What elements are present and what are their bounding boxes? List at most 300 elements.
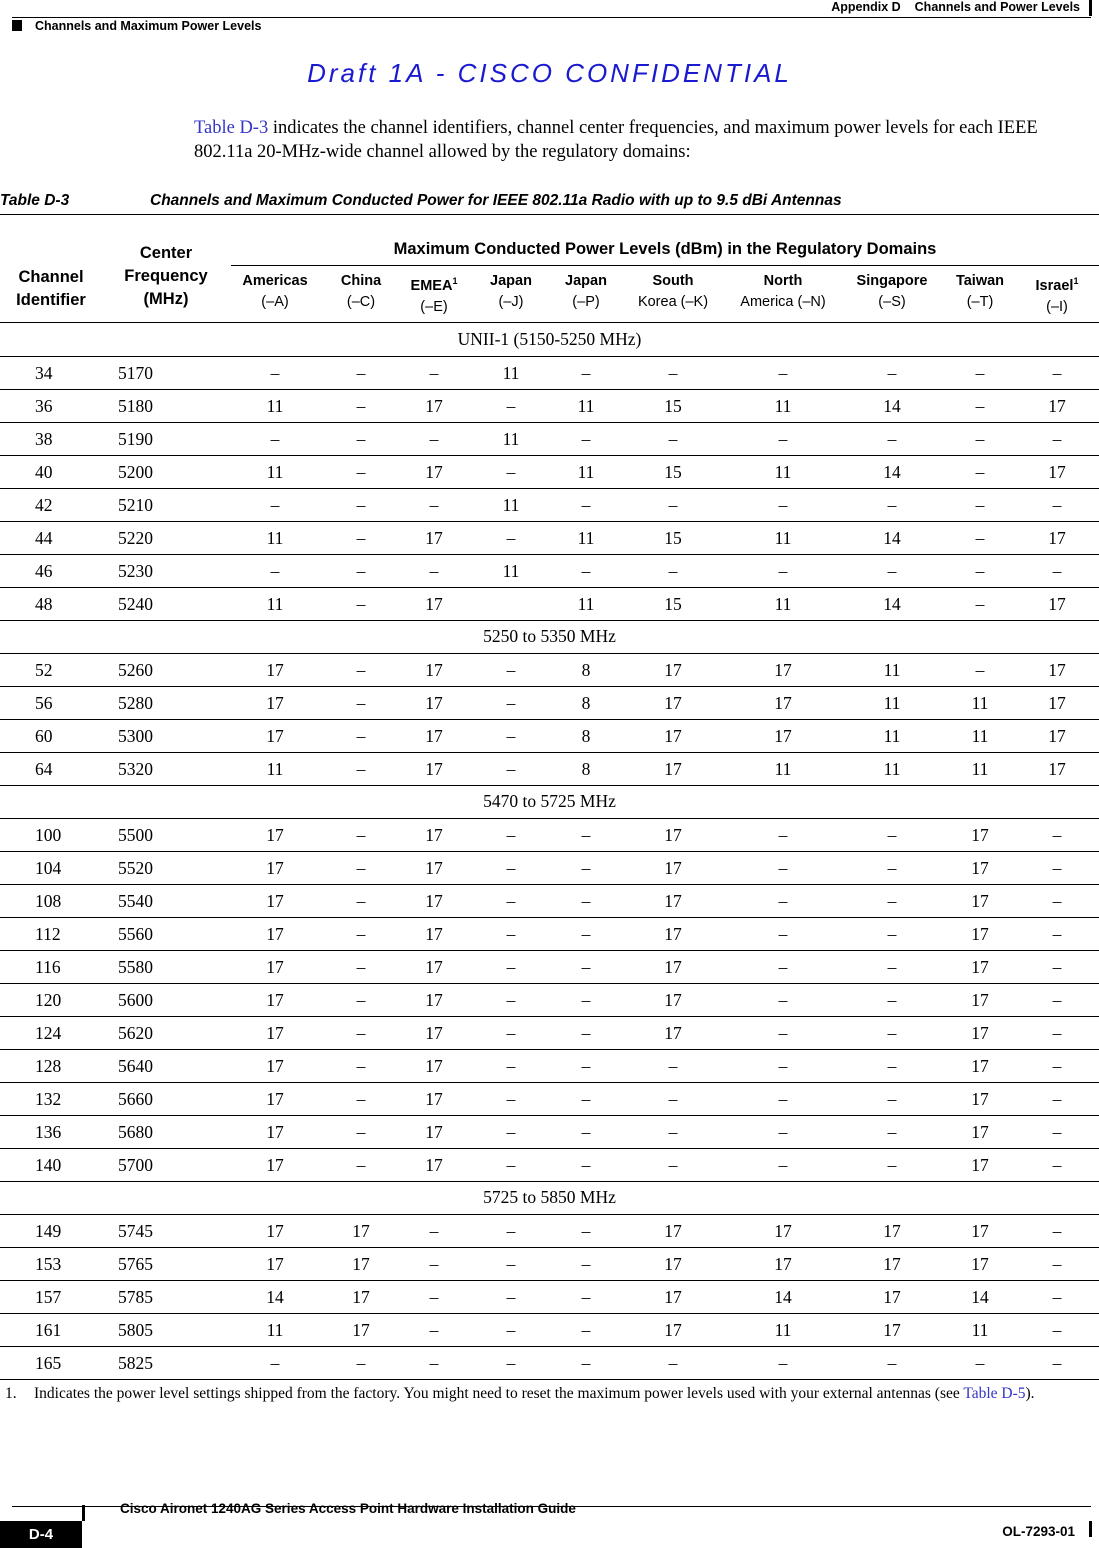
- cell-channel: 100: [35, 825, 62, 845]
- cell-power: 17: [425, 759, 443, 779]
- cell-channel: 124: [35, 1023, 62, 1043]
- cell-power: –: [581, 924, 591, 944]
- cell-power: 17: [266, 858, 284, 878]
- cell-power: –: [506, 1221, 516, 1241]
- col-header-domain-code: (–J): [498, 294, 524, 310]
- table-row: [0, 422, 1099, 456]
- cell-power: –: [429, 1254, 439, 1274]
- cell-frequency: 5680: [118, 1122, 153, 1142]
- footnote-table-link[interactable]: Table D-5: [963, 1385, 1026, 1402]
- cell-power: –: [356, 825, 366, 845]
- cell-power: 11: [266, 462, 284, 482]
- header-marker: [12, 20, 22, 31]
- table-row: [0, 389, 1099, 423]
- cell-power: –: [581, 1155, 591, 1175]
- cell-power: –: [581, 1254, 591, 1274]
- col-header-domain: [1020, 271, 1094, 318]
- cell-power: –: [581, 891, 591, 911]
- cell-power: 17: [664, 660, 682, 680]
- cell-power: –: [356, 462, 366, 482]
- cell-power: –: [1052, 1221, 1062, 1241]
- cell-frequency: 5640: [118, 1056, 153, 1076]
- cell-power: 17: [664, 1320, 682, 1340]
- cell-power: 17: [425, 891, 443, 911]
- cell-power: –: [429, 561, 439, 581]
- cell-frequency: 5190: [118, 429, 153, 449]
- cell-power: –: [581, 1023, 591, 1043]
- cell-frequency: 5170: [118, 363, 153, 383]
- cell-power: –: [581, 429, 591, 449]
- cell-power: –: [1052, 363, 1062, 383]
- footnote-end: ).: [1025, 1385, 1035, 1402]
- cell-power: 17: [425, 594, 443, 614]
- cell-power: 17: [352, 1221, 370, 1241]
- cell-power: –: [1052, 1320, 1062, 1340]
- cell-frequency: 5805: [118, 1320, 153, 1340]
- col-header-domain-line1: [399, 271, 469, 297]
- cell-power: –: [356, 726, 366, 746]
- table-row: [0, 1214, 1099, 1248]
- cell-frequency: 5785: [118, 1287, 153, 1307]
- col-header-channel: [0, 266, 102, 312]
- cell-power: 11: [266, 528, 284, 548]
- footnote-marker: 1: [1073, 276, 1079, 286]
- cell-frequency: 5200: [118, 462, 153, 482]
- table-top-rule: [0, 214, 1099, 215]
- cell-power: –: [1052, 858, 1062, 878]
- cell-power: 17: [971, 957, 989, 977]
- cell-power: 17: [971, 891, 989, 911]
- cell-frequency: 5620: [118, 1023, 153, 1043]
- col-header-domain: [230, 271, 320, 313]
- cell-power: –: [778, 363, 788, 383]
- cell-power: 17: [971, 1089, 989, 1109]
- cell-power: –: [778, 1155, 788, 1175]
- cell-power: 17: [266, 990, 284, 1010]
- cell-power: 17: [425, 396, 443, 416]
- cell-power: –: [581, 1122, 591, 1142]
- cell-power: –: [506, 528, 516, 548]
- cell-power: –: [1052, 495, 1062, 515]
- cell-power: –: [270, 561, 280, 581]
- cell-frequency: 5240: [118, 594, 153, 614]
- col-header-domain-code: Korea (–K): [637, 294, 709, 310]
- cell-power: 17: [664, 1254, 682, 1274]
- cell-power: 17: [266, 1155, 284, 1175]
- cell-power: 17: [425, 693, 443, 713]
- cell-power: 17: [774, 726, 792, 746]
- table-row: [0, 587, 1099, 621]
- col-header-center-l1: Center: [139, 244, 193, 262]
- cell-power: 11: [971, 726, 989, 746]
- cell-power: 17: [266, 693, 284, 713]
- cell-power: 11: [577, 594, 595, 614]
- cell-power: –: [429, 495, 439, 515]
- cell-power: –: [356, 924, 366, 944]
- cell-channel: 44: [35, 528, 53, 548]
- cell-power: 17: [425, 825, 443, 845]
- section-heading: 5250 to 5350 MHz: [0, 620, 1099, 654]
- cell-power: –: [778, 858, 788, 878]
- table-row: [0, 818, 1099, 852]
- footer-tick: [82, 1505, 85, 1521]
- cell-power: –: [506, 1320, 516, 1340]
- col-header-domain-code: (–C): [346, 294, 376, 310]
- cell-power: –: [506, 891, 516, 911]
- cell-power: 17: [425, 1122, 443, 1142]
- cell-power: 11: [774, 396, 792, 416]
- cell-power: –: [581, 561, 591, 581]
- cell-power: 17: [425, 1056, 443, 1076]
- intro-table-link[interactable]: Table D-3: [194, 118, 269, 138]
- footnote-marker: 1: [452, 276, 458, 286]
- cell-power: 11: [774, 528, 792, 548]
- header-appendix: Appendix D: [831, 0, 901, 14]
- cell-power: 17: [664, 990, 682, 1010]
- cell-frequency: 5180: [118, 396, 153, 416]
- cell-power: –: [356, 990, 366, 1010]
- cell-power: –: [506, 759, 516, 779]
- cell-power: –: [356, 891, 366, 911]
- cell-power: 11: [502, 495, 520, 515]
- cell-frequency: 5660: [118, 1089, 153, 1109]
- cell-frequency: 5580: [118, 957, 153, 977]
- cell-power: 17: [1048, 462, 1066, 482]
- cell-power: 11: [883, 726, 901, 746]
- cell-channel: 140: [35, 1155, 62, 1175]
- table-row: [0, 1148, 1099, 1182]
- cell-power: –: [975, 1353, 985, 1373]
- cell-power: –: [1052, 1122, 1062, 1142]
- cell-channel: 48: [35, 594, 53, 614]
- cell-power: –: [581, 1320, 591, 1340]
- table-row: [0, 1280, 1099, 1314]
- cell-power: 17: [1048, 693, 1066, 713]
- cell-frequency: 5700: [118, 1155, 153, 1175]
- cell-power: –: [668, 429, 678, 449]
- table-title: Channels and Maximum Conducted Power for IEEE 802.11a Radio with up to 9.5 dBi Antennas: [150, 192, 842, 209]
- cell-frequency: 5765: [118, 1254, 153, 1274]
- cell-frequency: 5320: [118, 759, 153, 779]
- cell-power: –: [975, 429, 985, 449]
- cell-power: 17: [664, 924, 682, 944]
- cell-power: 17: [425, 528, 443, 548]
- cell-power: –: [1052, 561, 1062, 581]
- cell-power: –: [778, 1122, 788, 1142]
- cell-power: –: [506, 1287, 516, 1307]
- col-header-domain-line1: [1020, 271, 1094, 297]
- cell-power: –: [270, 363, 280, 383]
- cell-channel: 46: [35, 561, 53, 581]
- table-row: [0, 686, 1099, 720]
- col-header-domain: [324, 271, 398, 313]
- cell-power: 11: [774, 462, 792, 482]
- cell-power: 17: [1048, 594, 1066, 614]
- cell-channel: 60: [35, 726, 53, 746]
- cell-power: 17: [266, 1089, 284, 1109]
- cell-power: 17: [266, 891, 284, 911]
- cell-power: 14: [883, 396, 901, 416]
- cell-power: –: [581, 1089, 591, 1109]
- group-header-max-power: Maximum Conducted Power Levels (dBm) in the Regulatory Domains: [393, 240, 937, 258]
- intro-paragraph: [194, 116, 1094, 164]
- cell-power: –: [975, 528, 985, 548]
- cell-power: –: [887, 495, 897, 515]
- cell-power: –: [356, 1056, 366, 1076]
- cell-power: –: [356, 858, 366, 878]
- col-header-domain-name: Singapore: [856, 273, 928, 289]
- cell-channel: 161: [35, 1320, 62, 1340]
- cell-power: –: [1052, 1089, 1062, 1109]
- cell-power: –: [887, 1023, 897, 1043]
- col-header-domain-name: EMEA: [410, 277, 453, 294]
- table-row: [0, 719, 1099, 753]
- cell-channel: 153: [35, 1254, 62, 1274]
- col-header-domain: [723, 271, 843, 313]
- table-row: [0, 455, 1099, 489]
- table-row: [0, 752, 1099, 786]
- cell-power: –: [1052, 1287, 1062, 1307]
- cell-power: –: [356, 957, 366, 977]
- cell-power: –: [887, 1353, 897, 1373]
- col-header-domain-code: America (–N): [740, 294, 826, 310]
- cell-power: –: [1052, 1023, 1062, 1043]
- cell-power: –: [887, 924, 897, 944]
- col-header-domain-name: Americas: [242, 273, 308, 289]
- cell-power: 14: [883, 594, 901, 614]
- document-number: OL-7293-01: [1002, 1524, 1075, 1539]
- cell-power: –: [1052, 429, 1062, 449]
- cell-power: 14: [774, 1287, 792, 1307]
- cell-power: –: [356, 1353, 366, 1373]
- col-header-domain-name: South: [652, 273, 694, 289]
- cell-frequency: 5745: [118, 1221, 153, 1241]
- footnote-text-block: [34, 1384, 1084, 1404]
- table-row: [0, 884, 1099, 918]
- table-row: [0, 1247, 1099, 1281]
- cell-power: 17: [971, 1056, 989, 1076]
- cell-power: –: [1052, 891, 1062, 911]
- cell-channel: 157: [35, 1287, 62, 1307]
- cell-power: –: [429, 429, 439, 449]
- cell-frequency: 5220: [118, 528, 153, 548]
- cell-frequency: 5210: [118, 495, 153, 515]
- header-chapter: Channels and Power Levels: [914, 0, 1080, 14]
- cell-power: 14: [883, 528, 901, 548]
- cell-channel: 34: [35, 363, 53, 383]
- cell-power: 17: [266, 1023, 284, 1043]
- cell-power: 17: [774, 660, 792, 680]
- cell-power: 17: [883, 1221, 901, 1241]
- table-label: Table D-3: [0, 192, 70, 209]
- table-row: [0, 356, 1099, 390]
- cell-channel: 108: [35, 891, 62, 911]
- table-row: [0, 917, 1099, 951]
- cell-power: –: [668, 561, 678, 581]
- cell-power: 17: [664, 693, 682, 713]
- table-row: [0, 851, 1099, 885]
- cell-power: –: [887, 429, 897, 449]
- cell-power: –: [581, 1221, 591, 1241]
- cell-power: –: [506, 1254, 516, 1274]
- table-row: [0, 1049, 1099, 1083]
- intro-text: indicates the channel identifiers, channel center frequencies, and maximum power levels for each IEEE 802.11a 20-MHz-wide channel allowed by the regulatory domains:: [194, 118, 1038, 162]
- cell-power: 14: [971, 1287, 989, 1307]
- cell-frequency: 5230: [118, 561, 153, 581]
- cell-power: 11: [266, 594, 284, 614]
- cell-power: 17: [883, 1254, 901, 1274]
- cell-power: –: [506, 990, 516, 1010]
- table-row: [0, 1346, 1099, 1380]
- cell-power: 17: [774, 693, 792, 713]
- cell-power: –: [668, 1353, 678, 1373]
- cell-power: 11: [577, 528, 595, 548]
- cell-power: –: [356, 1089, 366, 1109]
- cell-power: –: [581, 1353, 591, 1373]
- cell-power: –: [429, 1320, 439, 1340]
- cell-power: 15: [664, 462, 682, 482]
- cell-power: 17: [1048, 528, 1066, 548]
- cell-power: 17: [266, 1221, 284, 1241]
- cell-power: 15: [664, 528, 682, 548]
- draft-watermark: Draft 1A - CISCO CONFIDENTIAL: [307, 58, 792, 88]
- cell-power: 17: [774, 1254, 792, 1274]
- cell-power: 17: [266, 1254, 284, 1274]
- cell-power: –: [887, 363, 897, 383]
- cell-power: 17: [425, 1155, 443, 1175]
- cell-power: –: [506, 957, 516, 977]
- cell-power: –: [1052, 825, 1062, 845]
- cell-power: –: [975, 462, 985, 482]
- cell-power: 11: [774, 759, 792, 779]
- cell-channel: 64: [35, 759, 53, 779]
- cell-power: –: [778, 825, 788, 845]
- cell-power: –: [356, 1122, 366, 1142]
- cell-power: –: [887, 561, 897, 581]
- footnote-number: 1.: [5, 1385, 17, 1402]
- cell-power: –: [887, 1089, 897, 1109]
- cell-power: 8: [581, 759, 591, 779]
- cell-power: –: [975, 660, 985, 680]
- cell-power: –: [506, 1353, 516, 1373]
- cell-frequency: 5520: [118, 858, 153, 878]
- cell-power: –: [506, 396, 516, 416]
- cell-power: –: [506, 1122, 516, 1142]
- cell-power: –: [778, 924, 788, 944]
- cell-power: 17: [425, 1089, 443, 1109]
- cell-power: 17: [266, 825, 284, 845]
- cell-power: 17: [971, 990, 989, 1010]
- cell-power: –: [356, 528, 366, 548]
- cell-power: 17: [664, 1221, 682, 1241]
- cell-power: –: [668, 495, 678, 515]
- col-header-domain-name: Japan: [565, 273, 607, 289]
- cell-power: 17: [425, 957, 443, 977]
- cell-power: –: [668, 1089, 678, 1109]
- cell-power: –: [887, 858, 897, 878]
- cell-power: –: [581, 825, 591, 845]
- cell-power: –: [778, 429, 788, 449]
- cell-channel: 40: [35, 462, 53, 482]
- cell-power: 17: [352, 1254, 370, 1274]
- cell-power: –: [506, 726, 516, 746]
- cell-power: 17: [664, 858, 682, 878]
- cell-power: –: [356, 693, 366, 713]
- cell-power: 17: [425, 1023, 443, 1043]
- guide-title: Cisco Aironet 1240AG Series Access Point Hardware Installation Guide: [120, 1501, 576, 1516]
- cell-channel: 42: [35, 495, 53, 515]
- cell-power: –: [778, 957, 788, 977]
- cell-frequency: 5260: [118, 660, 153, 680]
- cell-power: 17: [266, 1056, 284, 1076]
- cell-power: –: [506, 693, 516, 713]
- col-header-center-l2: Frequency: [124, 267, 208, 285]
- cell-power: –: [506, 1155, 516, 1175]
- cell-power: 8: [581, 693, 591, 713]
- col-header-center-l3: (MHz): [143, 290, 189, 308]
- cell-power: 11: [883, 660, 901, 680]
- cell-channel: 120: [35, 990, 62, 1010]
- cell-power: –: [506, 1023, 516, 1043]
- cell-frequency: 5280: [118, 693, 153, 713]
- footer-bar: [1089, 1521, 1092, 1537]
- col-header-domain-name: Taiwan: [955, 273, 1005, 289]
- cell-power: –: [887, 825, 897, 845]
- table-row: [0, 653, 1099, 687]
- cell-power: 14: [883, 462, 901, 482]
- cell-channel: 149: [35, 1221, 62, 1241]
- cell-power: –: [581, 990, 591, 1010]
- cell-power: –: [270, 495, 280, 515]
- cell-power: 17: [266, 957, 284, 977]
- cell-power: –: [668, 1155, 678, 1175]
- cell-power: 17: [664, 1287, 682, 1307]
- table-row: [0, 983, 1099, 1017]
- cell-frequency: 5300: [118, 726, 153, 746]
- cell-power: –: [356, 363, 366, 383]
- cell-power: –: [1052, 1056, 1062, 1076]
- section-heading: 5470 to 5725 MHz: [0, 785, 1099, 819]
- cell-power: 11: [774, 1320, 792, 1340]
- cell-power: 17: [425, 924, 443, 944]
- cell-power: 17: [1048, 660, 1066, 680]
- cell-power: –: [356, 759, 366, 779]
- cell-power: –: [1052, 990, 1062, 1010]
- cell-power: 17: [971, 858, 989, 878]
- cell-power: –: [887, 990, 897, 1010]
- col-header-domain: [399, 271, 469, 318]
- table-row: [0, 554, 1099, 588]
- cell-power: 17: [352, 1320, 370, 1340]
- cell-frequency: 5560: [118, 924, 153, 944]
- cell-power: 11: [971, 693, 989, 713]
- cell-power: –: [778, 1023, 788, 1043]
- cell-power: –: [356, 1023, 366, 1043]
- cell-power: –: [356, 1155, 366, 1175]
- cell-power: 17: [1048, 396, 1066, 416]
- cell-power: 17: [664, 1023, 682, 1043]
- table-row: [0, 521, 1099, 555]
- cell-power: –: [778, 495, 788, 515]
- cell-power: –: [581, 1056, 591, 1076]
- cell-power: –: [356, 396, 366, 416]
- cell-power: 17: [352, 1287, 370, 1307]
- col-header-domain-code: (–E): [420, 298, 448, 315]
- cell-channel: 36: [35, 396, 53, 416]
- cell-power: –: [581, 858, 591, 878]
- col-header-channel-l2: Identifier: [16, 291, 86, 309]
- cell-power: –: [975, 363, 985, 383]
